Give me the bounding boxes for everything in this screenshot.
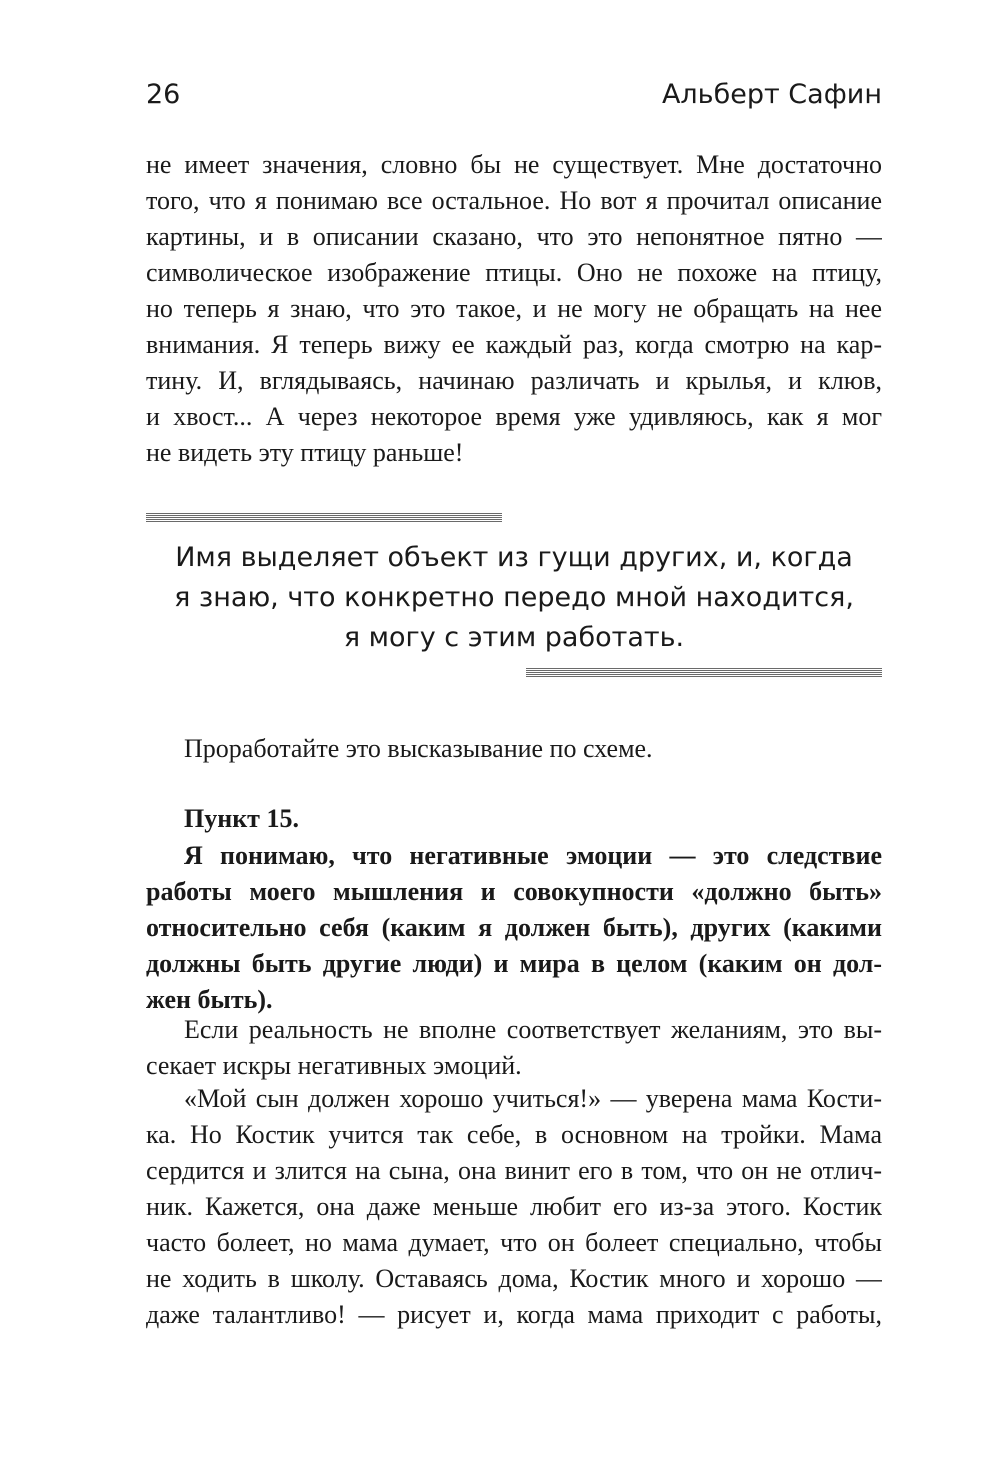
paragraph-2	[146, 1081, 882, 1333]
text-line: не имеет значения, словно бы не существует. Мне достаточно	[146, 150, 882, 179]
text-line: не ходить в школу. Оставаясь дома, Костик много и хорошо —	[146, 1264, 882, 1293]
text-line: того, что я понимаю все остальное. Но вот я прочитал описание	[146, 186, 882, 215]
text-line: даже талантливо! — рисует и, когда мама приходит с работы,	[146, 1300, 882, 1329]
text-line: но теперь я знаю, что это такое, и не могу не обращать на нее	[146, 294, 882, 323]
text-line: картины, и в описании сказано, что это непонятное пятно —	[146, 222, 882, 251]
text-line: ка. Но Костик учится так себе, в основном на тройки. Мама	[146, 1120, 882, 1149]
intro-paragraph	[146, 147, 882, 471]
page-number: 26	[146, 79, 181, 110]
paragraph-1	[146, 1012, 882, 1084]
text-line: не видеть эту птицу раньше!	[146, 438, 464, 467]
quote-line: я знаю, что конкретно передо мной находится,	[174, 582, 854, 613]
instruction-text: Проработайте это высказывание по схеме.	[184, 734, 653, 763]
text-line: сердится и злится на сына, она винит его в том, что он не отлич-	[146, 1156, 882, 1185]
running-head: Альберт Сафин	[661, 79, 882, 110]
text-line: «Мой сын должен хорошо учиться!» — уверена мама Кости-	[184, 1084, 882, 1113]
bold-line: работы моего мышления и совокупности «должно быть»	[146, 877, 882, 906]
text-line: и хвост... А через некоторое время уже удивляюсь, как я мог	[146, 402, 882, 431]
point-heading-text: Пункт 15.	[184, 804, 299, 833]
quote-bottom-rule	[526, 668, 882, 677]
point-statement	[146, 838, 882, 1018]
text-line: секает искры негативных эмоций.	[146, 1051, 522, 1080]
bold-line: должны быть другие люди) и мира в целом (каким он дол-	[146, 949, 882, 978]
text-line: часто болеет, но мама думает, что он болеет специально, чтобы	[146, 1228, 882, 1257]
quote-line: Имя выделяет объект из гущи других, и, когда	[175, 542, 853, 573]
text-line: тину. И, вглядываясь, начинаю различать и крылья, и клюв,	[146, 366, 882, 395]
bold-line: Я понимаю, что негативные эмоции — это следствие	[184, 841, 882, 870]
point-heading	[184, 801, 882, 837]
quote-line: я могу с этим работать.	[343, 622, 685, 653]
text-line: ник. Кажется, она даже меньше любит его из-за этого. Костик	[146, 1192, 882, 1221]
instruction	[184, 731, 882, 767]
text-line: Если реальность не вполне соответствует желаниям, это вы-	[184, 1015, 882, 1044]
bold-line: жен быть).	[146, 985, 273, 1014]
quote-top-rule	[146, 513, 502, 522]
bold-line: относительно себя (каким я должен быть), других (какими	[146, 913, 882, 942]
text-line: внимания. Я теперь вижу ее каждый раз, когда смотрю на кар-	[146, 330, 882, 359]
text-line: символическое изображение птицы. Оно не похоже на птицу,	[146, 258, 882, 287]
